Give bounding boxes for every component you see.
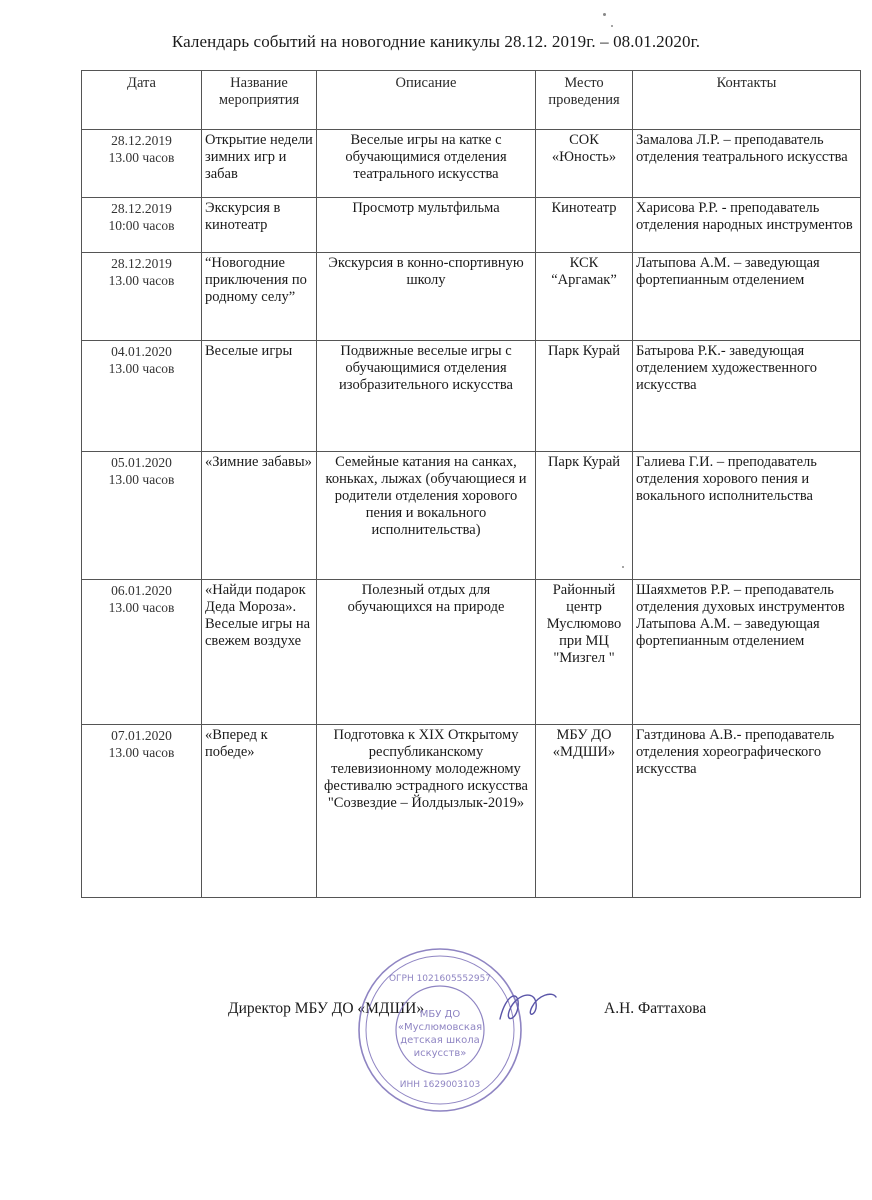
cell-place: СОК «Юность» (536, 130, 633, 198)
cell-description: Веселые игры на катке с обучающимися отделения театрального искусства (317, 130, 536, 198)
stamp-line-4: искусств» (413, 1048, 467, 1059)
table-row (82, 580, 861, 725)
director-label: Директор МБУ ДО «МДШИ» (228, 1000, 425, 1017)
scan-speck (622, 566, 624, 568)
stamp-inn: ИНН 1629003103 (399, 1080, 481, 1090)
signature-scribble (492, 985, 562, 1030)
table-row (82, 198, 861, 253)
cell-description: Подвижные веселые игры с обучающимися отделения изобразительного искусства (317, 341, 536, 452)
cell-contact: Замалова Л.Р. – преподаватель отделения театрального искусства (633, 130, 861, 198)
events-table (81, 70, 861, 898)
cell-date: 05.01.2020 13.00 часов (82, 452, 202, 580)
cell-description: Экскурсия в конно-спортивную школу (317, 253, 536, 341)
stamp-line-3: детская школа (400, 1035, 480, 1046)
cell-description: Полезный отдых для обучающихся на природе (317, 580, 536, 725)
cell-contact: Латыпова А.М. – заведующая фортепианным отделением (633, 253, 861, 341)
header-date: Дата (82, 71, 202, 130)
stamp-ogrn: ОГРН 1021605552957 (388, 974, 492, 984)
official-stamp (355, 945, 525, 1115)
cell-contact: Батырова Р.К.- заведующая отделением художественного искусства (633, 341, 861, 452)
cell-name: “Новогодние приключения по родному селу” (202, 253, 317, 341)
director-name: А.Н. Фаттахова (604, 1000, 707, 1017)
cell-contact: Шаяхметов Р.Р. – преподаватель отделения духовых инструментов Латыпова А.М. – заведующая фортепианным отделением (633, 580, 861, 725)
cell-contact: Галиева Г.И. – преподаватель отделения хорового пения и вокального исполнительства (633, 452, 861, 580)
cell-date: 28.12.2019 13.00 часов (82, 130, 202, 198)
cell-name: «Вперед к победе» (202, 725, 317, 898)
table-header-row (82, 71, 861, 130)
cell-description: Семейные катания на санках, коньках, лыжах (обучающиеся и родители отделения хорового пения и вокального исполнительства) (317, 452, 536, 580)
table-row (82, 725, 861, 898)
table-row (82, 253, 861, 341)
cell-date: 28.12.2019 13.00 часов (82, 253, 202, 341)
stamp-line-1: МБУ ДО (419, 1009, 461, 1020)
cell-name: «Найди подарок Деда Мороза». Веселые игры на свежем воздухе (202, 580, 317, 725)
cell-date: 06.01.2020 13.00 часов (82, 580, 202, 725)
cell-date: 28.12.2019 10:00 часов (82, 198, 202, 253)
header-description: Описание (317, 71, 536, 130)
header-name: Название мероприятия (202, 71, 317, 130)
scan-speck (611, 25, 613, 27)
cell-contact: Харисова Р.Р. - преподаватель отделения народных инструментов (633, 198, 861, 253)
cell-name: Веселые игры (202, 341, 317, 452)
cell-date: 07.01.2020 13.00 часов (82, 725, 202, 898)
cell-name: Экскурсия в кинотеатр (202, 198, 317, 253)
cell-name: Открытие недели зимних игр и забав (202, 130, 317, 198)
cell-place: КСК “Аргамак” (536, 253, 633, 341)
header-contacts: Контакты (633, 71, 861, 130)
table-row (82, 452, 861, 580)
cell-place: МБУ ДО «МДШИ» (536, 725, 633, 898)
cell-place: Парк Курай (536, 452, 633, 580)
table-row (82, 341, 861, 452)
page-title: Календарь событий на новогодние каникулы 28.12. 2019г. – 08.01.2020г. (171, 32, 701, 51)
stamp-line-2: «Муслюмовская (397, 1022, 483, 1033)
table-row (82, 130, 861, 198)
cell-description: Подготовка к XIX Открытому республиканскому телевизионному молодежному фестивалю эстрадного искусства "Созвездие – Йолдызлык-2019» (317, 725, 536, 898)
cell-date: 04.01.2020 13.00 часов (82, 341, 202, 452)
cell-name: «Зимние забавы» (202, 452, 317, 580)
cell-place: Парк Курай (536, 341, 633, 452)
scan-speck (603, 13, 606, 16)
header-place: Место проведения (536, 71, 633, 130)
cell-description: Просмотр мультфильма (317, 198, 536, 253)
cell-place: Районный центр Муслюмово при МЦ "Мизгел " (536, 580, 633, 725)
cell-contact: Газтдинова А.В.- преподаватель отделения хореографического искусства (633, 725, 861, 898)
cell-place: Кинотеатр (536, 198, 633, 253)
